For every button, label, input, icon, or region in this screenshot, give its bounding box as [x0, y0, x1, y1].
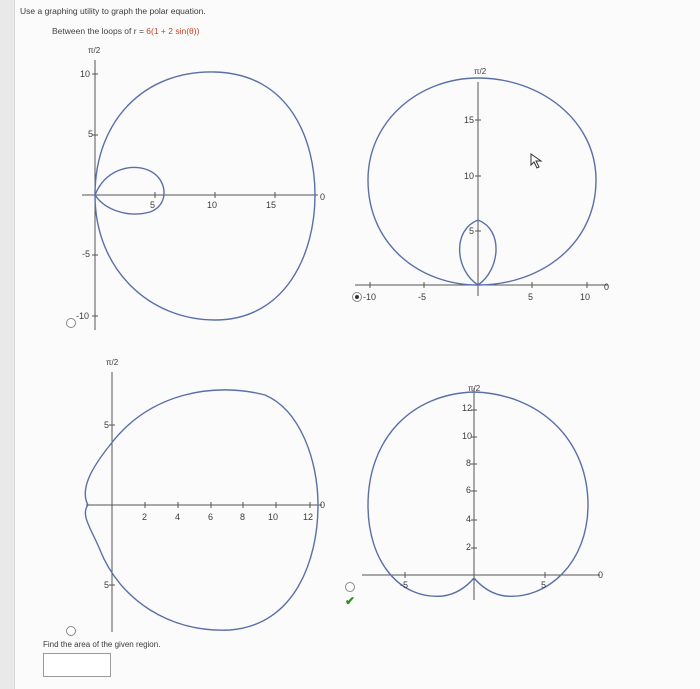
graph-d-tick-y-6: 2 — [466, 542, 472, 552]
graph-d-tick-y-3: 8 — [466, 458, 472, 468]
graph-d-tick-y-5: 4 — [466, 514, 472, 524]
graph-a-tick-y-1: 10 — [80, 69, 91, 79]
area-answer-input[interactable] — [43, 653, 111, 677]
subprompt-expression: 6(1 + 2 sin(θ)) — [146, 26, 200, 36]
graph-a-tick-x-3: 15 — [266, 200, 277, 210]
graph-d[interactable] — [362, 388, 600, 600]
graph-c-tick-x-1: 2 — [142, 512, 148, 522]
graph-b-tick-x-1: -10 — [363, 292, 377, 302]
area-prompt: Find the area of the given region. — [43, 640, 161, 649]
subprompt-prefix: Between the loops of r = — [52, 26, 147, 36]
graph-b-outer-loop — [368, 78, 596, 285]
graph-a-tick-x-2: 10 — [207, 200, 218, 210]
mouse-cursor-icon — [530, 153, 544, 169]
graph-d-tick-y-2: 10 — [462, 431, 473, 441]
graph-a-tick-y-2: 5 — [88, 129, 94, 139]
graph-c[interactable] — [85, 372, 322, 632]
graph-b-tick-x-4: 10 — [580, 292, 591, 302]
graph-a-zero-label: 0 — [320, 192, 326, 202]
graph-c-zero-label: 0 — [320, 500, 326, 510]
graph-d-top-label: π/2 — [468, 384, 481, 393]
graph-c-tick-x-6: 12 — [303, 512, 314, 522]
graph-a-tick-y-3: -5 — [82, 249, 91, 259]
graph-b-tick-y-1: 15 — [464, 115, 475, 125]
graph-d-tick-x-2: 5 — [541, 580, 547, 590]
graph-c-tick-x-4: 8 — [240, 512, 246, 522]
graph-a-tick-y-4: -10 — [76, 311, 90, 321]
graph-c-tick-y-1: 5 — [104, 420, 110, 430]
graph-b-radio[interactable] — [352, 292, 362, 302]
graph-c-tick-y-2: 5 — [104, 580, 110, 590]
graph-d-tick-y-4: 6 — [466, 485, 472, 495]
graph-c-tick-x-5: 10 — [268, 512, 279, 522]
graph-a-tick-x-1: 5 — [150, 200, 156, 210]
graph-b-tick-x-3: 5 — [528, 292, 534, 302]
graph-b-tick-y-3: 5 — [469, 226, 475, 236]
graph-d-curve — [368, 392, 588, 596]
graph-b[interactable] — [355, 78, 608, 296]
graph-c-top-label: π/2 — [106, 358, 119, 367]
graph-d-tick-y-1: 12 — [462, 403, 473, 413]
graph-b-tick-x-2: -5 — [418, 292, 427, 302]
graph-c-tick-x-2: 4 — [175, 512, 181, 522]
graph-c-radio[interactable] — [66, 626, 76, 636]
question-prompt: Use a graphing utility to graph the polar equation. — [20, 6, 206, 16]
graph-c-curve — [85, 390, 318, 630]
graph-a-radio[interactable] — [66, 318, 76, 328]
graph-b-top-label: π/2 — [474, 67, 487, 76]
graph-a[interactable] — [82, 60, 318, 330]
correct-check-icon: ✔ — [345, 594, 356, 608]
graph-c-tick-x-3: 6 — [208, 512, 214, 522]
graph-a-top-label: π/2 — [88, 46, 101, 55]
graph-d-zero-label: 0 — [598, 570, 604, 580]
graph-b-tick-y-2: 10 — [464, 171, 475, 181]
graph-b-zero-label: 0 — [604, 282, 610, 292]
graph-d-tick-x-1: -5 — [400, 580, 409, 590]
graph-a-outer-loop — [95, 72, 315, 320]
graph-d-radio[interactable] — [345, 582, 355, 592]
